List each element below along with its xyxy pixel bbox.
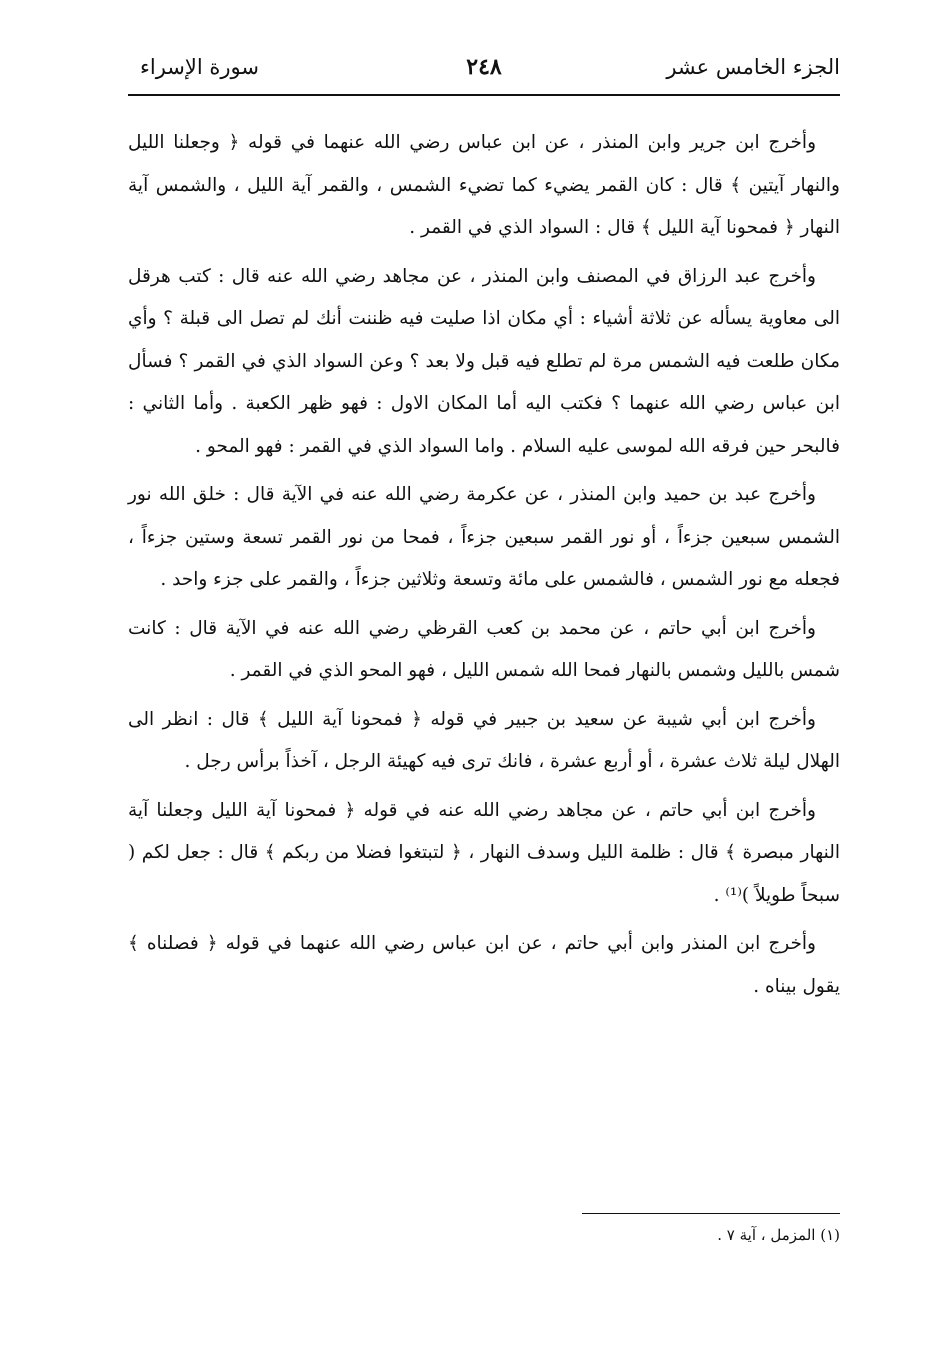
- page-header: [128, 52, 840, 96]
- paragraph: وأخرج ابن جرير وابن المنذر ، عن ابن عباس رضي الله عنهما في قوله ﴿ وجعلنا الليل والنهار آيتين ﴾ قال : كان القمر يضيء كما تضيء الشمس ، والقمر آية الليل ، والشمس آية النهار ﴿ فمحونا آية الليل ﴾ قال : السواد الذي في القمر .: [128, 132, 840, 238]
- main-text: [128, 122, 840, 1014]
- paragraph: وأخرج ابن أبي حاتم ، عن محمد بن كعب القرظي رضي الله عنه في الآية قال : كانت شمس بالليل وشمس بالنهار فمحا الله شمس الليل ، فهو المحو الذي في القمر .: [128, 617, 840, 681]
- paragraph: وأخرج عبد بن حميد وابن المنذر ، عن عكرمة رضي الله عنه في الآية قال : خلق الله نور الشمس سبعين جزءاً ، أو نور القمر سبعين جزءاً ، فمحا من نور القمر تسعة وستين جزءاً ، فجعله مع نور الشمس ، فالشمس على مائة وتسعة وثلاثين جزءاً ، والقمر على جزء واحد .: [128, 484, 840, 590]
- surah-title: سورة الإسراء: [140, 55, 259, 79]
- paragraph: وأخرج ابن أبي حاتم ، عن مجاهد رضي الله عنه في قوله ﴿ فمحونا آية الليل وجعلنا آية النهار مبصرة ﴾ قال : ظلمة الليل وسدف النهار ، ﴿ لتبتغوا فضلا من ربكم ﴾ قال : جعل لكم ( سبحاً طويلاً )⁽¹⁾ .: [128, 799, 840, 906]
- footnote: (١) المزمل ، آية ٧ .: [717, 1226, 840, 1244]
- header-divider: [128, 94, 840, 96]
- paragraph: وأخرج عبد الرزاق في المصنف وابن المنذر ، عن مجاهد رضي الله عنه قال : كتب هرقل الى معاوية يسأله عن ثلاثة أشياء : أي مكان اذا صليت فيه ظننت أنك لم تصل الى قبلة ؟ وأي مكان طلعت فيه الشمس مرة لم تطلع فيه قبل ولا بعد ؟ وعن السواد الذي في القمر ؟ فسأل ابن عباس رضي الله عنهما ؟ فكتب اليه أما المكان الاول : فهو ظهر الكعبة . وأما الثاني : فالبحر حين فرقه الله لموسى عليه السلام . واما السواد الذي في القمر : فهو المحو .: [128, 265, 840, 457]
- part-title: الجزء الخامس عشر: [666, 55, 840, 79]
- page-number: ٢٤٨: [466, 54, 502, 80]
- footnote-divider: [582, 1213, 840, 1214]
- paragraph: وأخرج ابن أبي شيبة عن سعيد بن جبير في قوله ﴿ فمحونا آية الليل ﴾ قال : انظر الى الهلال ليلة ثلاث عشرة ، أو أربع عشرة ، فانك ترى فيه كهيئة الرجل ، آخذاً برأس رجل .: [128, 708, 840, 772]
- paragraph: وأخرج ابن المنذر وابن أبي حاتم ، عن ابن عباس رضي الله عنهما في قوله ﴿ فصلناه ﴾ يقول بيناه .: [128, 933, 840, 997]
